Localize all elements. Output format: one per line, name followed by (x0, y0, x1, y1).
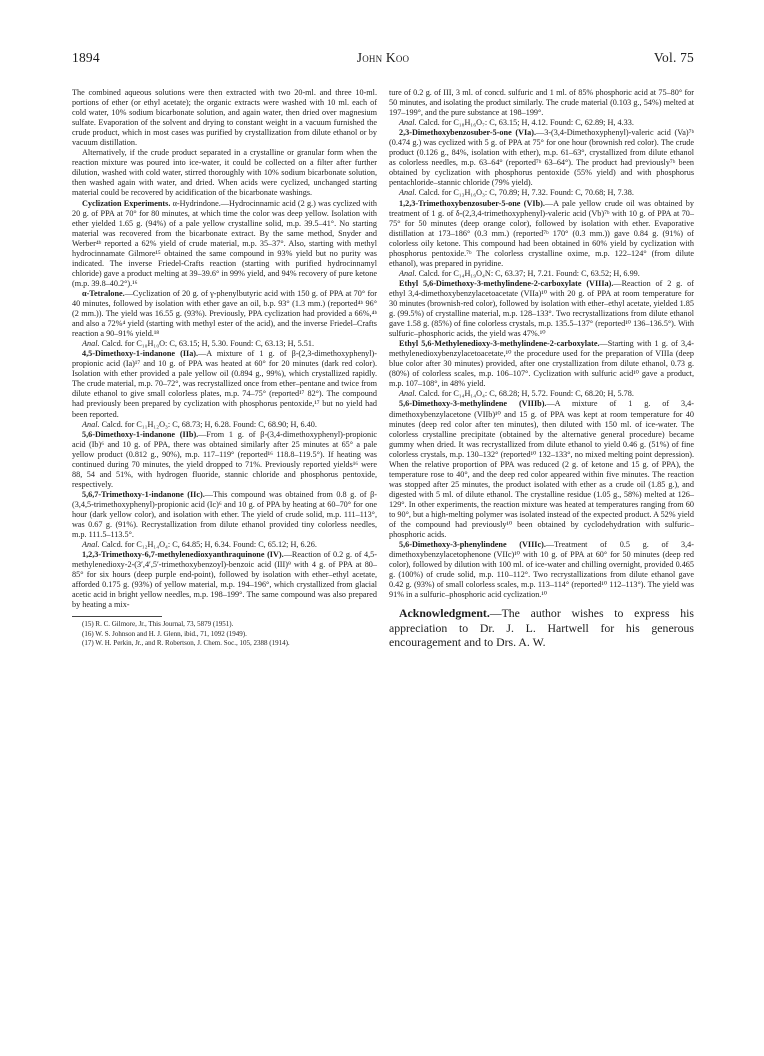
footnotes (72, 620, 377, 648)
paragraph-text: —A mixture of 1 g. of β-(2,3-dimethoxyphenyl)-propionic acid (Ia)¹⁷ and 10 g. of PPA was heated at 60° for 20 minutes (dark red color). Isolation with ether provided a pale yellow oil (0.894 g., 99%), which crystallized rapidly. The crude material, m.p. 70–72°, was recrystallized once from ether–pentane and twice from dilute ethanol to give small colorless plates, m.p. 74–75° (reported¹⁷ 82°). The compound had previously been prepared by cyclization with phosphorus pentoxide,¹⁷ but no yield had been reported. (72, 349, 377, 419)
section-heading: Cyclization Experiments. (82, 198, 171, 208)
paragraph-text: Anal. Calcd. for C₁₁H₁₂O₃: C, 68.73; H, 6.28. Found: C, 68.90; H, 6.40. (82, 419, 317, 429)
right-paragraph (389, 540, 694, 600)
paragraph-text: —This compound was obtained from 0.8 g. of β-(3,4,5-trimethoxyphenyl)-propionic acid (Ic)⁶ and 10 g. of PPA by heating at 60–70° for one hour (dark yellow color), and isolation with ether. The yield of crude solid, m.p. 111–113°, was 0.67 g. (91%). Recrystallization from dilute ethanol provided tiny colorless needles, m.p. 111.5–113.5°. (72, 489, 377, 540)
footnote: (15) R. C. Gilmore, Jr., This Journal, 73, 5879 (1951). (82, 620, 234, 629)
running-author: John Koo (356, 50, 410, 65)
right-paragraph (389, 279, 694, 339)
acknowledgment-heading: Acknowledgment. (399, 606, 490, 621)
right-paragraph (389, 389, 694, 399)
right-paragraph (389, 339, 694, 389)
right-paragraph (389, 118, 694, 128)
paragraph-text: ture of 0.2 g. of III, 3 ml. of concd. sulfuric and 1 ml. of 85% phosphoric acid at 75–80° for 50 minutes, and isolating the product similarly. The crude material (0.103 g., 54%) melted at 197–199°, and the pure substance at 198–199°. (389, 88, 694, 118)
paragraph-text: —Cyclization of 20 g. of γ-phenylbutyric acid with 150 g. of PPA at 70° for 40 minutes, followed by isolation with ether gave an oil, b.p. 93° (1.3 mm.) (reported⁴ᵇ 96° (2 mm.)). The yield was 16.55 g. (93%). Previously, PPA cyclization had provided a 66%,⁴ᵇ and also a 72%⁴ yield (starting with methyl ester of the acid), and the inverse Friedel–Crafts reaction a 90–91% yield.¹⁸ (72, 288, 377, 339)
paragraph-text: —From 1 g. of β-(3,4-dimethoxyphenyl)-propionic acid (Ib)⁶ and 10 g. of PPA, there was obtained similarly after 25 minutes at 65° a pale yellow product (0.812 g., 90%), m.p. 117–119° (reported¹⁶ 118.8–119.5°). If heating was continued during 70 minutes, the yield dropped to 71%. Previously reported yields¹⁶ were 88, 54 and 51%, with hydrogen fluoride, stannic chloride and phosphorus pentoxide, respectively. (72, 429, 377, 489)
right-paragraph (389, 269, 694, 279)
section-heading: 5,6,7-Trimethoxy-1-indanone (IIc). (82, 489, 205, 499)
right-column (389, 88, 694, 649)
footnote: (17) W. H. Perkin, Jr., and R. Robertson, J. Chem. Soc., 105, 2388 (1914). (82, 638, 290, 647)
paragraph-text: Anal. Calcd. for C₁₈H₁₆O₇: C, 63.15; H, 4.12. Found: C, 62.89; H, 4.33. (399, 118, 634, 128)
section-heading: 5,6-Dimethoxy-3-phenylindene (VIIIc). (399, 540, 546, 550)
left-column-text (72, 88, 377, 610)
acknowledgment (389, 606, 694, 649)
section-heading: Ethyl 5,6-Dimethoxy-3-methylindene-2-carboxylate (VIIIa). (399, 278, 614, 288)
left-paragraph (72, 420, 377, 430)
right-paragraph (389, 199, 694, 269)
section-heading: Ethyl 5,6-Methylenedioxy-3-methylindene-2-carboxylate. (399, 339, 600, 349)
page-number: 1894 (72, 50, 100, 65)
left-paragraph (72, 430, 377, 490)
paragraph-text: Anal. Calcd. for C₁₄H₁₄O₄: C, 68.28; H, 5.72. Found: C, 68.20; H, 5.78. (399, 389, 634, 399)
left-column (72, 88, 377, 649)
left-paragraph (72, 199, 377, 289)
section-heading: 4,5-Dimethoxy-1-indanone (IIa). (82, 349, 199, 359)
left-paragraph (72, 540, 377, 550)
running-head (72, 50, 694, 72)
left-paragraph (72, 339, 377, 349)
right-paragraph (389, 188, 694, 198)
paragraph-text: —Reaction of 0.2 g. of 4,5-methylenedioxy-2-(3′,4′,5′-trimethoxybenzoyl)-benzoic acid (III)⁹ with 4 g. of PPA at 80–85° for six hours (deep purple end-point), followed by isolation with ether–ethyl acetate, afforded 0.175 g. (93%) of yellow material, m.p. 194–196°, which crystallized from glacial acetic acid in bright yellow needles, m.p. 198–199°. The same compound was also prepared by heating a mix- (72, 550, 377, 610)
right-paragraph (389, 399, 694, 540)
left-paragraph (72, 550, 377, 610)
right-column-text (389, 88, 694, 600)
two-column-body (72, 88, 694, 649)
footnote: (16) W. S. Johnson and H. J. Glenn, ibid., 71, 1092 (1949). (82, 629, 247, 638)
paragraph-text: —Treatment of 0.5 g. of 3,4-dimethoxybenzylacetophenone (VIIc)¹⁰ with 10 g. of PPA at 60° for 50 minutes (deep red color), followed by dilution with 100 ml. of ice-water and chilling overnight, provided 0.465 g. (100%) of crude solid, m.p. 110–112°. Two recrystallizations from dilute ethanol gave 0.42 g. (93%) of small colorless scales, m.p. 113–114° (reported¹⁰ 112–113°). The yield was 91% in a sulfuric–phosphoric acid cyclization.¹⁰ (389, 540, 694, 600)
right-paragraph (389, 128, 694, 188)
paragraph-text: —3-(3,4-Dimethoxyphenyl)-valeric acid (Va)⁷ᵇ (0.474 g.) was cyclized with 5 g. of PPA at 75° for one hour (brownish red color). The crude product (0.126 g., 84%, isolation with ether), m.p. 61–63°, crystallized from dilute ethanol as colorless needles, m.p. 63–64° (reported⁷ᵇ 63–64°). The product had previously⁷ᵇ been obtained by cyclization with phosphorus pentoxide (55% yield) and with phosphorus pentachloride–stannic chloride (79% yield). (389, 128, 694, 188)
left-paragraph (72, 148, 377, 198)
paragraph-text: —A pale yellow crude oil was obtained by treatment of 1 g. of δ-(2,3,4-trimethoxyphenyl)-valeric acid (Vb)⁷ᵇ with 10 g. of PPA at 70–75° for 50 minutes (deep orange color), followed by isolation with ether. Evaporative distillation at 173–186° (0.3 mm.) (reported⁷ᵇ 170° (0.3 mm.)) gave 0.84 g. (91%) of colorless oily ketone. This compound had been obtained in 60% yield by cyclization with phosphorus pentoxide.⁷ᵇ The colorless crystalline oxime, m.p. 122–124° (from dilute ethanol), was prepared in pyridine. (389, 198, 694, 268)
section-heading: 5,6-Dimethoxy-3-methylindene (VIIIb). (399, 399, 547, 409)
paragraph-text: Anal. Calcd. for C₁₀H₁₀O: C, 63.15; H, 5.30. Found: C, 63.13; H, 5.51. (82, 339, 315, 349)
right-paragraph (389, 88, 694, 118)
left-paragraph (72, 490, 377, 540)
paragraph-text: —A mixture of 1 g. of 3,4-dimethoxybenzylacetone (VIIb)¹⁰ and 15 g. of PPA was kept at room temperature for 40 minutes (deep red color after ten minutes), then diluted with 150 ml. of ice-water. The colorless crystalline precipitate (obtained by the alternative general procedure) became gummy when dried. It was recrystallized from dilute ethanol to yield 0.46 g. (51%) of fine colorless crystals, m.p. 130–132° (reported¹⁰ 132–133°, no mixed melting point depression). When the relative proportion of PPA was reduced (2 g. of ketone and 15 g. of PPA), the temperature rose to 40°, and the deep red color appeared within five minutes. The reaction was stopped after 25 minutes, the product isolated with ether as a crude oil (1.85 g.), and digested with 5 ml. of dilute ethanol. The crystalline residue (1.05 g., 58%) melted at 126–129°. In other experiments, the reaction mixture was heated at temperatures ranging from 60 to 90°, but a high-melting polymer was isolated instead of the expected product. A 52% yield of the compound had previously¹⁰ been obtained by cyclodehydration with sulfuric–phosphoric acids. (389, 399, 695, 540)
paragraph-text: —Reaction of 2 g. of ethyl 3,4-dimethoxybenzylacetoacetate (VIIa)¹⁰ with 20 g. of PPA at room temperature for 30 minutes (brownish-red color), followed by isolation with ether–ethyl acetate, yielded 1.85 g. (99.5%) of crystalline material, m.p. 128–133°. Two recrystallizations from dilute ethanol gave 1.58 g. (85%) of fine colorless crystals, m.p. 135.5–137° (reported¹⁰ 136–136.5°). With sulfuric–phosphoric acids, the yield was 47%.¹⁰ (389, 278, 694, 339)
paragraph-text: The combined aqueous solutions were then extracted with two 20-ml. and three 10-ml. portions of ether (or ethyl acetate); the organic extracts were washed with 10 ml. each of cold water, 10% sodium bicarbonate solution, and again water, then dried over magnesium sulfate. Evaporation of the solvent and drying to constant weight in a vacuum furnished the crude product, which in most cases was purified by crystallization from dilute ethanol or by vacuum distillation. (72, 88, 377, 148)
section-heading: 1,2,3-Trimethoxybenzosuber-5-one (VIb). (399, 198, 545, 208)
section-heading: 1,2,3-Trimethoxy-6,7-methylenedioxyanthraquinone (IV). (82, 550, 284, 560)
section-heading: 2,3-Dimethoxybenzosuber-5-one (VIa). (399, 128, 537, 138)
paragraph-text: Alternatively, if the crude product separated in a crystalline or granular form when the reaction mixture was poured into ice-water, it could be collected on a filter after further dilution, washed with cold water, stirred thoroughly with 10% sodium bicarbonate solution, then washed again with water, and dried. When acids were cyclized, unchanged starting material could be recovered by acidification of the bicarbonate washings. (72, 148, 377, 198)
footnote-rule (72, 616, 162, 617)
paragraph-text: Anal. Calcd. for C₁₄H₁₉O₄N: C, 63.37; H, 7.21. Found: C, 63.52; H, 6.99. (399, 268, 640, 278)
left-paragraph (72, 88, 377, 148)
paragraph-text: Anal. Calcd. for C₁₂H₁₄O₄: C, 64.85; H, 6.34. Found: C, 65.12; H, 6.26. (82, 540, 317, 550)
left-paragraph (72, 349, 377, 419)
left-paragraph (72, 289, 377, 339)
acknowledgment-text: —The author wishes to express his appreciation to Dr. J. L. Hartwell for his generous encouragement and to Drs. A. W. (389, 606, 694, 649)
paragraph-text: Anal. Calcd. for C₁₃H₁₆O₃: C, 70.89; H, 7.32. Found: C, 70.68; H, 7.38. (399, 188, 634, 198)
paragraph-text: α-Hydrindone.—Hydrocinnamic acid (2 g.) was cyclized with 20 g. of PPA at 70° for 80 minutes, at which time the color was deep yellow. Isolation with ether yielded 1.65 g. (94%) of a pale yellow crystalline solid, m.p. 39.5–41°. No starting material was recovered from the bicarbonate extract. By the same method, Snyder and Werber⁴ᵇ reported a 62% yield of crude material, m.p. 35–37°. Also, starting with methyl hydrocinnamate Gilmore¹⁵ obtained the same compound in 93% yield but no purity was indicated. The inverse Friedel-Crafts reaction (starting with purified hydrocinnamyl chloride) gave a product melting at 39–39.6° in 99% yield, and 94% recovery of pure ketone (m.p. 39.8–40.2°).¹⁶ (72, 198, 377, 288)
volume-number: Vol. 75 (653, 50, 694, 65)
paragraph-text: —Starting with 1 g. of 3,4-methylenedioxybenzylacetoacetate,¹⁰ the procedure used for the preparation of VIIIa (deep blue color after 30 minutes) provided, after one crystallization from dilute ethanol, 0.73 g. (80%) of colorless scales, m.p. 106–107°. Cyclization with sulfuric acid¹⁰ gave a product, m.p. 107–108°, in 48% yield. (389, 339, 694, 389)
section-heading: α-Tetralone. (82, 288, 125, 298)
section-heading: 5,6-Dimethoxy-1-indanone (IIb). (82, 429, 199, 439)
